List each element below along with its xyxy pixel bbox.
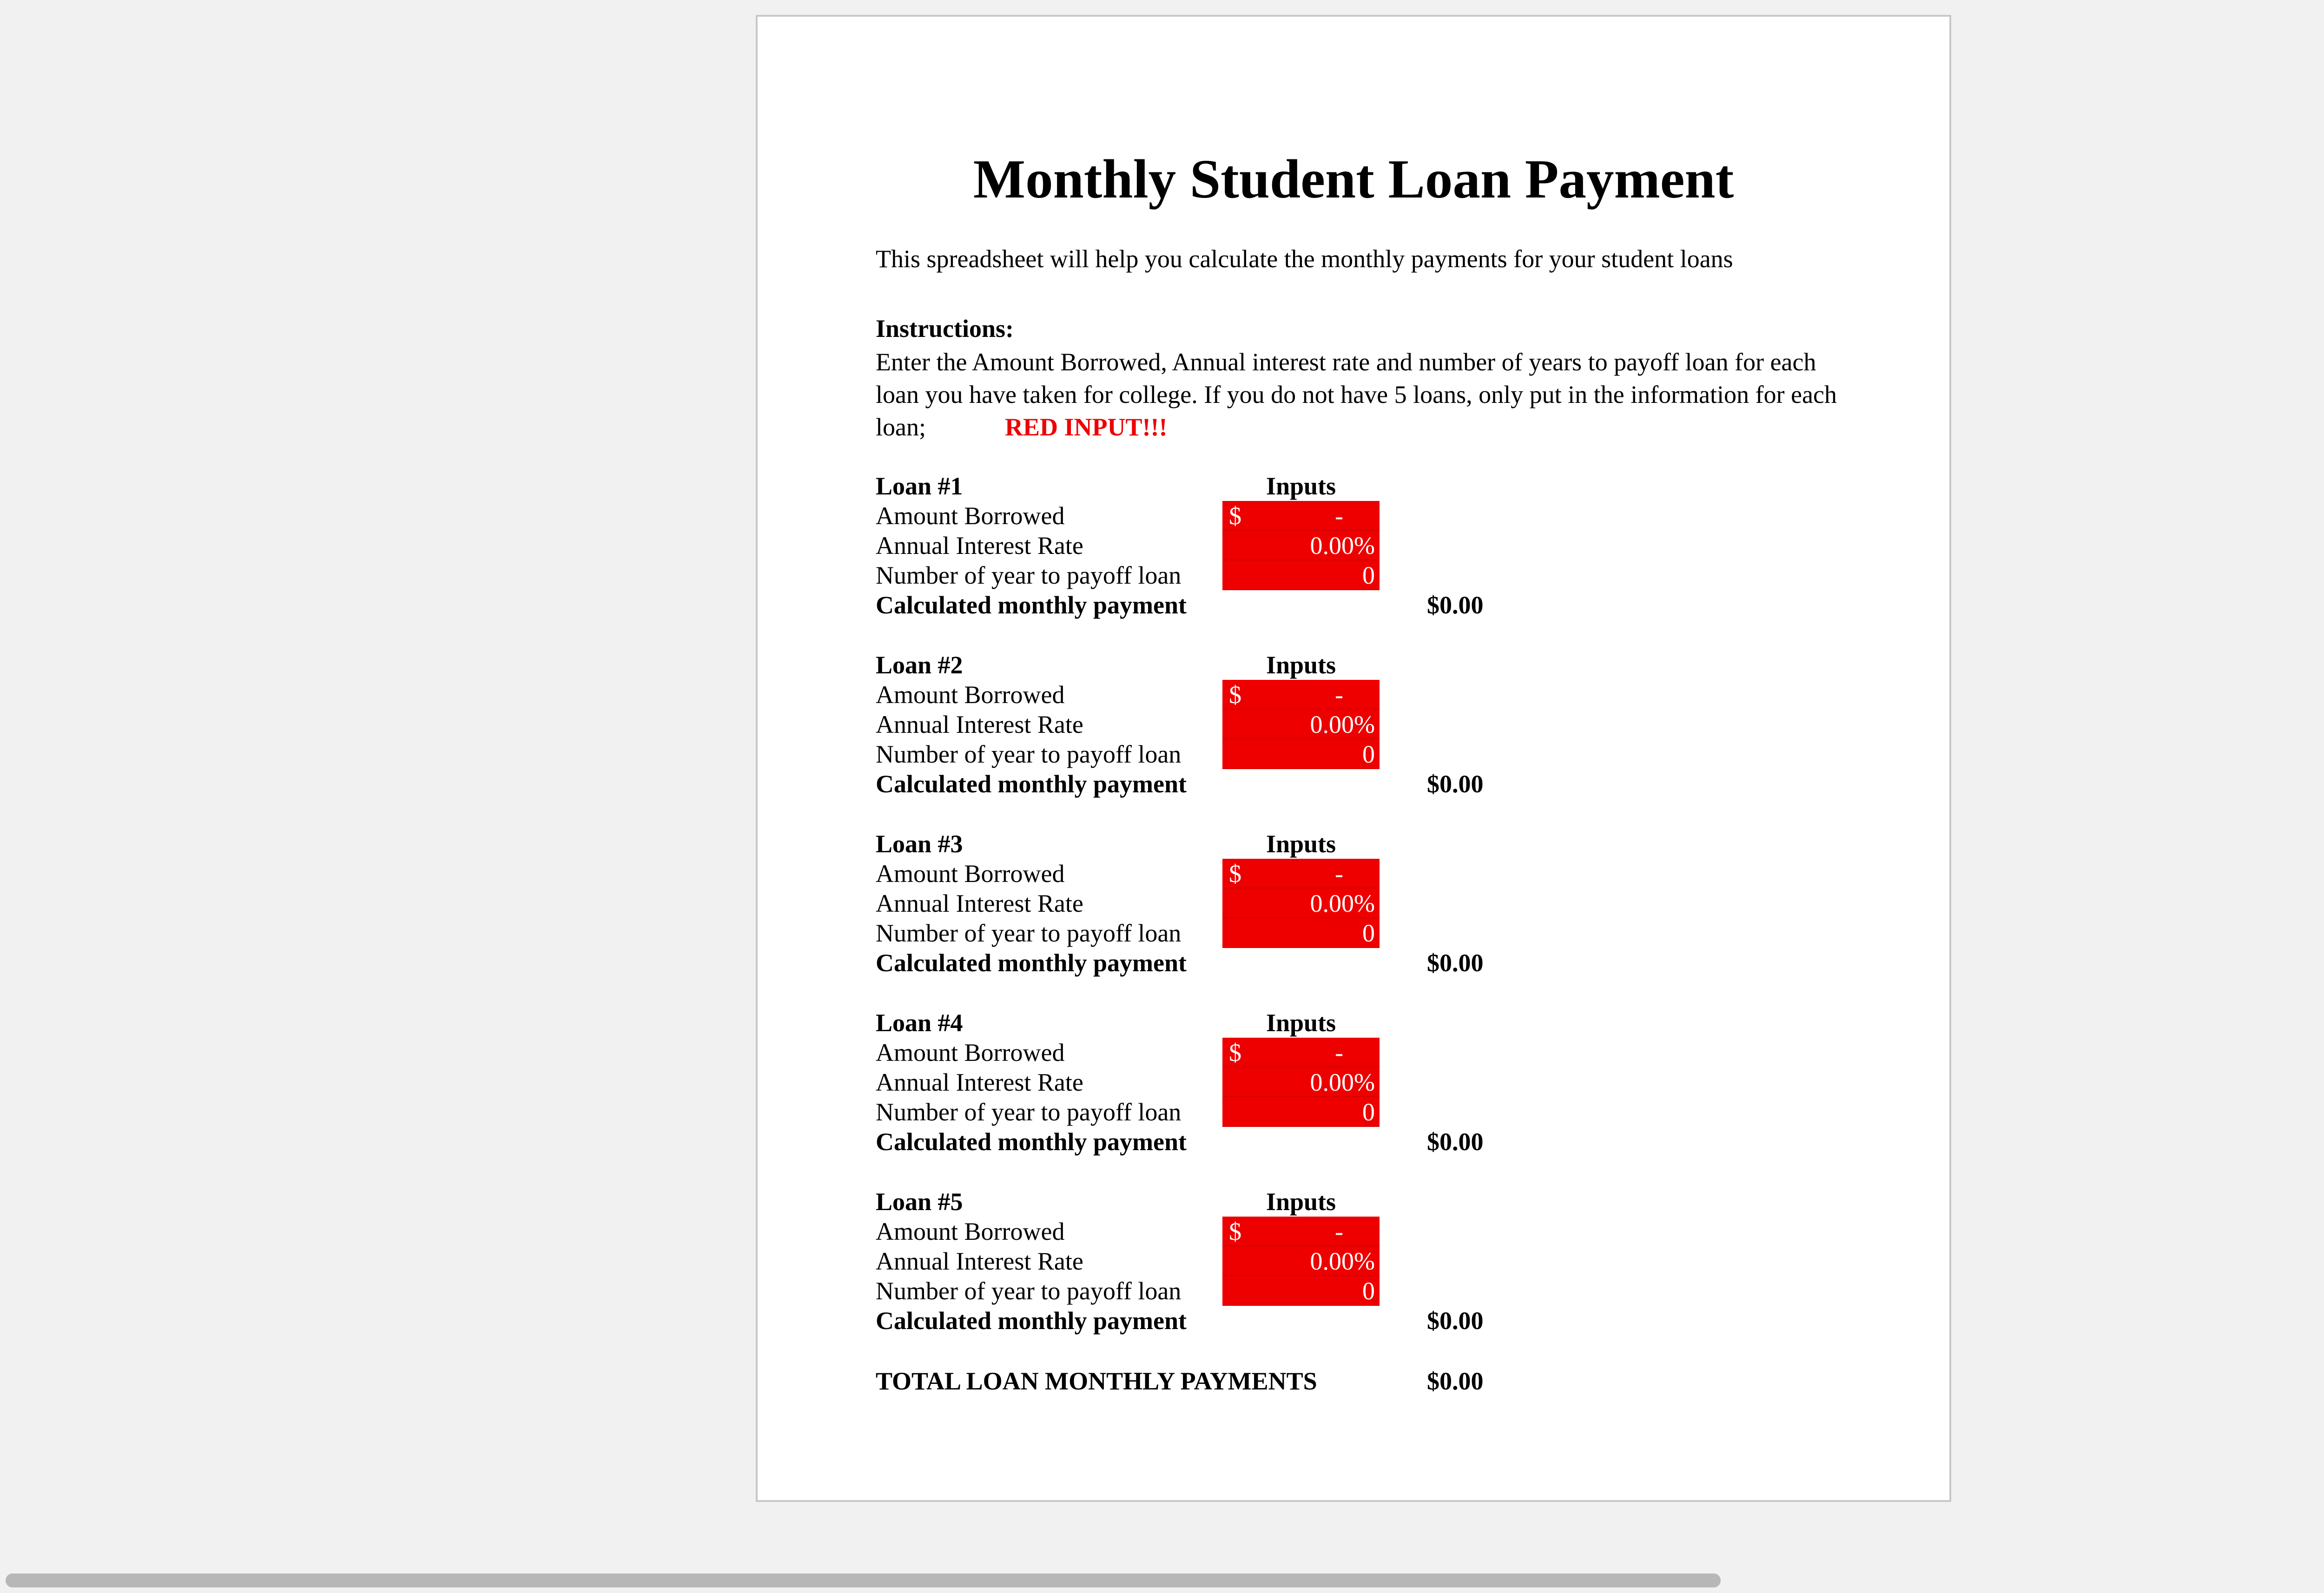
- years-value: 0: [1362, 740, 1375, 768]
- instructions-heading: Instructions:: [876, 315, 1014, 342]
- amount-value: -: [1335, 860, 1343, 888]
- rate-value: 0.00%: [1310, 889, 1375, 917]
- years-value: 0: [1362, 561, 1375, 589]
- interest-rate-label: Annual Interest Rate: [876, 532, 1083, 560]
- currency-symbol: $: [1229, 1039, 1241, 1066]
- loan-title: Loan #4: [876, 1009, 963, 1037]
- amount-borrowed-label: Amount Borrowed: [876, 860, 1065, 888]
- loan-title: Loan #3: [876, 830, 963, 858]
- interest-rate-input[interactable]: [1222, 889, 1380, 918]
- amount-borrowed-input[interactable]: [1222, 680, 1380, 710]
- monthly-payment-label: Calculated monthly payment: [876, 949, 1187, 977]
- monthly-payment-label: Calculated monthly payment: [876, 1128, 1187, 1156]
- amount-value: -: [1335, 681, 1343, 709]
- monthly-payment-label: Calculated monthly payment: [876, 770, 1187, 798]
- payoff-years-input[interactable]: [1222, 739, 1380, 769]
- rate-value: 0.00%: [1310, 532, 1375, 560]
- inputs-header: Inputs: [1266, 651, 1336, 679]
- payoff-years-label: Number of year to payoff loan: [876, 561, 1182, 589]
- rate-value: 0.00%: [1310, 711, 1375, 738]
- amount-borrowed-label: Amount Borrowed: [876, 1039, 1065, 1066]
- payoff-years-input[interactable]: [1222, 1276, 1380, 1306]
- monthly-payment-value: $0.00: [1427, 1307, 1484, 1335]
- red-input-note: RED INPUT!!!: [1004, 413, 1168, 441]
- years-value: 0: [1362, 919, 1375, 947]
- instructions-body: Enter the Amount Borrowed, Annual interest rate and number of years to payoff loan for each loan you have taken for college. If you do not have 5 loans, only put in the information for each loan;: [876, 348, 1837, 441]
- inputs-header: Inputs: [1266, 830, 1336, 858]
- amount-value: -: [1335, 1218, 1343, 1245]
- currency-symbol: $: [1229, 502, 1241, 530]
- interest-rate-label: Annual Interest Rate: [876, 1247, 1083, 1275]
- horizontal-scroll-thumb[interactable]: [6, 1573, 1721, 1587]
- payoff-years-input[interactable]: [1222, 918, 1380, 948]
- rate-value: 0.00%: [1310, 1068, 1375, 1096]
- years-value: 0: [1362, 1098, 1375, 1126]
- interest-rate-label: Annual Interest Rate: [876, 1068, 1083, 1096]
- currency-symbol: $: [1229, 1218, 1241, 1245]
- loan-title: Loan #2: [876, 651, 963, 679]
- amount-borrowed-input[interactable]: [1222, 1038, 1380, 1067]
- interest-rate-label: Annual Interest Rate: [876, 889, 1083, 917]
- monthly-payment-value: $0.00: [1427, 949, 1484, 977]
- loan-title: Loan #1: [876, 472, 963, 500]
- monthly-payment-label: Calculated monthly payment: [876, 1307, 1187, 1335]
- payoff-years-label: Number of year to payoff loan: [876, 1277, 1182, 1305]
- amount-value: -: [1335, 502, 1343, 530]
- amount-value: -: [1335, 1039, 1343, 1066]
- currency-symbol: $: [1229, 681, 1241, 709]
- monthly-payment-value: $0.00: [1427, 770, 1484, 798]
- interest-rate-input[interactable]: [1222, 1246, 1380, 1276]
- amount-borrowed-input[interactable]: [1222, 1217, 1380, 1246]
- inputs-header: Inputs: [1266, 1188, 1336, 1216]
- monthly-payment-value: $0.00: [1427, 1128, 1484, 1156]
- intro-text: This spreadsheet will help you calculate the monthly payments for your student loans: [876, 245, 1733, 273]
- amount-borrowed-label: Amount Borrowed: [876, 502, 1065, 530]
- monthly-payment-label: Calculated monthly payment: [876, 591, 1187, 619]
- currency-symbol: $: [1229, 860, 1241, 888]
- interest-rate-input[interactable]: [1222, 1067, 1380, 1097]
- total-payments-label: TOTAL LOAN MONTHLY PAYMENTS: [876, 1367, 1317, 1395]
- rate-value: 0.00%: [1310, 1247, 1375, 1275]
- interest-rate-input[interactable]: [1222, 531, 1380, 560]
- amount-borrowed-input[interactable]: [1222, 501, 1380, 531]
- document-title: Monthly Student Loan Payment: [973, 148, 1734, 210]
- amount-borrowed-input[interactable]: [1222, 859, 1380, 889]
- monthly-payment-value: $0.00: [1427, 591, 1484, 619]
- payoff-years-input[interactable]: [1222, 1097, 1380, 1127]
- payoff-years-label: Number of year to payoff loan: [876, 919, 1182, 947]
- inputs-header: Inputs: [1266, 1009, 1336, 1037]
- interest-rate-label: Annual Interest Rate: [876, 711, 1083, 738]
- inputs-header: Inputs: [1266, 472, 1336, 500]
- loan-title: Loan #5: [876, 1188, 963, 1216]
- instructions-text: [876, 346, 1856, 443]
- interest-rate-input[interactable]: [1222, 710, 1380, 739]
- amount-borrowed-label: Amount Borrowed: [876, 681, 1065, 709]
- payoff-years-input[interactable]: [1222, 560, 1380, 590]
- total-payments-value: $0.00: [1427, 1367, 1484, 1395]
- amount-borrowed-label: Amount Borrowed: [876, 1218, 1065, 1245]
- payoff-years-label: Number of year to payoff loan: [876, 740, 1182, 768]
- payoff-years-label: Number of year to payoff loan: [876, 1098, 1182, 1126]
- document-page: [756, 15, 1951, 1502]
- years-value: 0: [1362, 1277, 1375, 1305]
